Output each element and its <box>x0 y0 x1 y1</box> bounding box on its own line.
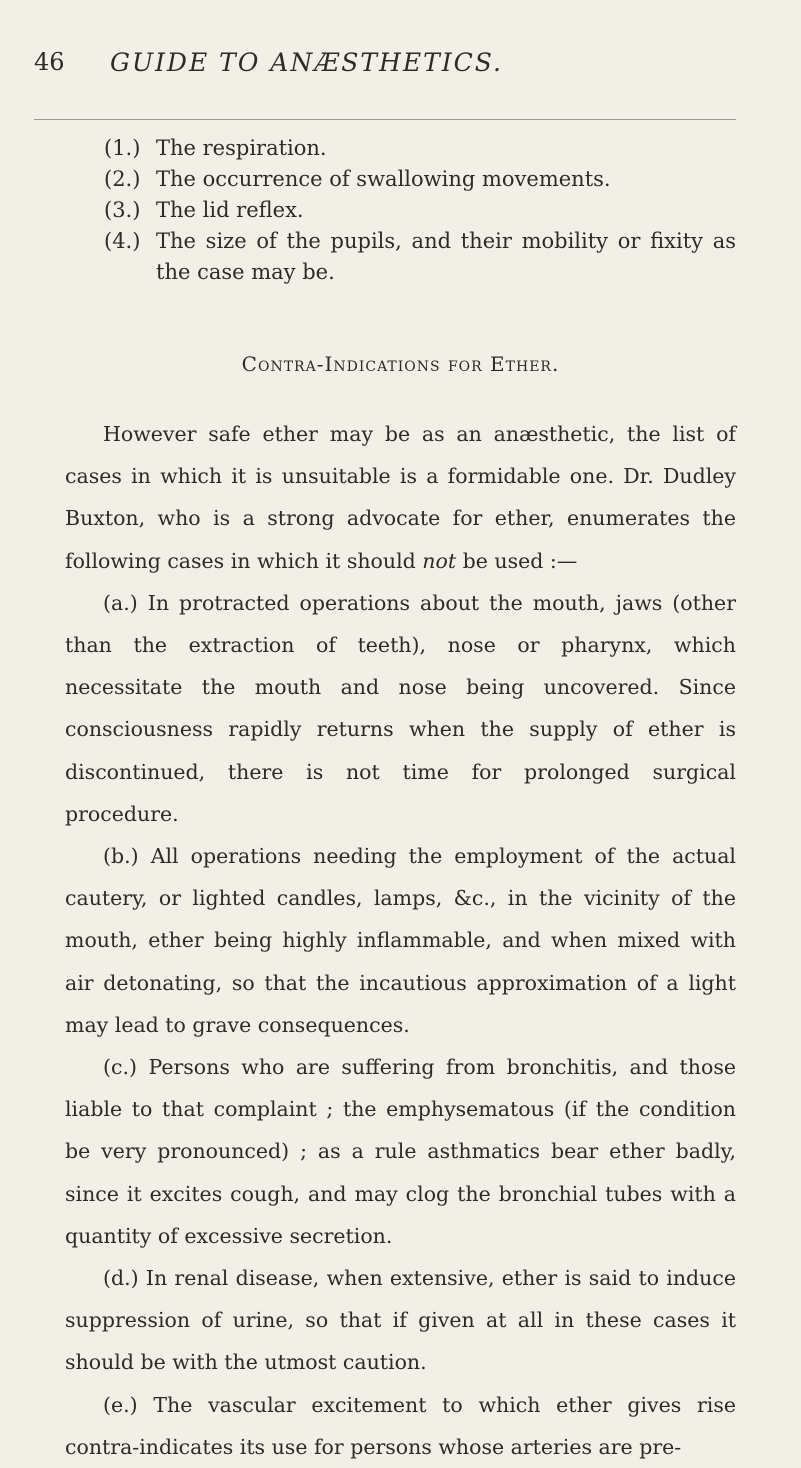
body-text <box>65 413 736 1468</box>
list-text: The lid reflex. <box>156 198 304 222</box>
section-heading: Contra-Indications for Ether. <box>241 352 560 376</box>
header-rule <box>34 119 736 120</box>
paragraph-e <box>65 1384 736 1468</box>
list-text: The occurrence of swallowing movements. <box>156 167 611 191</box>
list-number: (2.) <box>104 167 141 191</box>
list-item <box>104 226 736 288</box>
intro-emphasis: not <box>422 548 457 573</box>
intro-paragraph <box>65 413 736 582</box>
paragraph-text: In renal disease, when extensive, ether is said to induce suppression of urine, so that if given at all in these cases it should be with the utmost caution. <box>65 1266 736 1375</box>
numbered-list <box>104 133 736 288</box>
list-number: (3.) <box>104 198 141 222</box>
page-header <box>34 48 734 88</box>
paragraph-d <box>65 1257 736 1384</box>
list-text: The size of the pupils, and their mobility or fixity as the case may be. <box>156 229 736 284</box>
paragraph-text: The vascular excitement to which ether gives rise contra-indicates its use for persons whose arteries are pre- <box>65 1392 736 1459</box>
list-item <box>104 133 736 164</box>
paragraph-label: (e.) <box>103 1392 138 1417</box>
list-number: (1.) <box>104 136 141 160</box>
paragraph-c <box>65 1046 736 1257</box>
intro-text-before: However safe ether may be as an anæsthetic, the list of cases in which it is unsuitable is a formidable one. Dr. Dudley Buxton, who is a strong advocate for ether, enumerates the following cases in which it should <box>65 422 736 573</box>
paragraph-b <box>65 835 736 1046</box>
list-item <box>104 195 736 226</box>
paragraph-a <box>65 582 736 835</box>
list-number: (4.) <box>104 229 141 253</box>
running-title: GUIDE TO ANÆSTHETICS. <box>110 48 503 77</box>
paragraph-text: In protracted operations about the mouth, jaws (other than the extraction of teeth), nose or pharynx, which necessitate the mouth and nose being uncovered. Since consciousness rapidly returns when the supply of ether is discontinued, there is not time for prolonged surgical procedure. <box>65 590 736 826</box>
paragraph-label: (a.) <box>103 590 138 615</box>
list-item <box>104 164 736 195</box>
paragraph-label: (d.) <box>103 1266 139 1291</box>
page-number: 46 <box>34 48 65 76</box>
paragraph-text: Persons who are suffering from bronchitis, and those liable to that complaint ; the emphysematous (if the condition be very pronounced) ; as a rule asthmatics bear ether badly, since it excites cough, and may clog the bronchial tubes with a quantity of excessive secretion. <box>65 1055 736 1248</box>
list-text: The respiration. <box>156 136 327 160</box>
paragraph-label: (b.) <box>103 844 139 869</box>
paragraph-label: (c.) <box>103 1055 137 1080</box>
paragraph-text: All operations needing the employment of the actual cautery, or lighted candles, lamps, &c., in the vicinity of the mouth, ether being highly inflammable, and when mixed with air detonating, so that the incautious approximation of a light may lead to grave consequences. <box>65 844 736 1037</box>
intro-text-after: be used :— <box>456 548 578 573</box>
